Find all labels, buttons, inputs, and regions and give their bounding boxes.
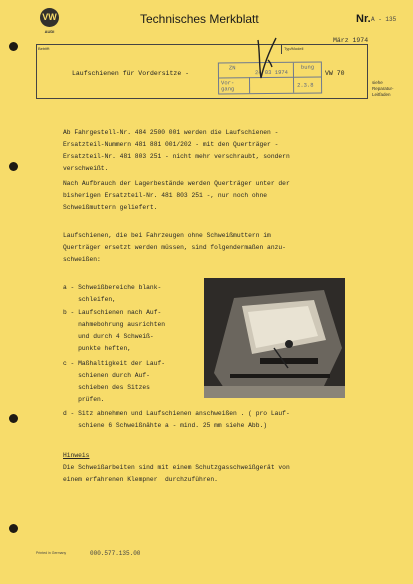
stamp-gang: gang: [221, 85, 235, 93]
binder-hole-lower: [9, 414, 18, 423]
betrifft-label: Betrifft: [38, 46, 50, 51]
paragraph-2: Nach Aufbrauch der Lagerbestände werden Querträger unter der bisherigen Ersatzteil-Nr. 481 803 251 -, nur noch ohne Schweißmuttern geliefert.: [63, 180, 290, 211]
printed-in-germany: Printed in Germany: [36, 551, 67, 555]
side-ref-line3: Leitfaden: [372, 92, 391, 97]
side-reference: [372, 80, 394, 98]
vw-logo: VW: [40, 8, 59, 27]
stamp-right: 2.3.8: [297, 81, 314, 89]
hinweis-text: Die Schweißarbeiten sind mit einem Schutzgasschweißgerät von einem erfahrenen Klempner durchzuführen.: [63, 464, 290, 483]
stamp-vor: Vor-: [221, 79, 235, 87]
binder-hole-top: [9, 42, 18, 51]
typ-modell-label: Typ/Modell: [284, 46, 304, 51]
document-number: A - 135: [371, 16, 397, 23]
binder-hole-upper: [9, 162, 18, 171]
side-ref-line2: Reparatur-: [372, 86, 394, 91]
footer-code: 000.577.135.00: [90, 550, 141, 557]
binder-hole-bottom: [9, 524, 18, 533]
handwritten-mark: [246, 34, 296, 84]
audi-logo-text: AUDI: [44, 29, 55, 34]
step-a: a - Schweißbereiche blank- schleifen,: [63, 284, 162, 303]
stamp-line1-right: bung: [300, 63, 315, 71]
paragraph-1: Ab Fahrgestell-Nr. 484 2500 001 werden die Laufschienen - Ersatzteil-Nummern 481 881 001/202 - mit den Querträger - Ersatzteil-Nr. 481 803 251 - nicht mehr verschraubt, sondern verschweißt.: [63, 129, 290, 172]
paragraph-3: Laufschienen, die bei Fahrzeugen ohne Schweißmuttern im Querträger ersetzt werden müssen, sind folgendermaßen anzu- schweißen:: [63, 232, 286, 263]
document-date: März 1974: [333, 37, 369, 44]
document-title: Technisches Merkblatt: [140, 12, 259, 26]
step-b: b - Laufschienen nach Auf- nahmebohrung ausrichten und durch 4 Schweiß- punkte heften,: [63, 309, 166, 352]
side-ref-line1: siehe: [372, 80, 383, 85]
stamp-date: 24 03 1974: [254, 68, 288, 77]
subject-text: Laufschienen für Vordersitze -: [72, 70, 190, 77]
weld-photo: [204, 278, 345, 398]
hinweis-title: Hinweis: [63, 452, 90, 459]
stamp-line1: ZN: [228, 64, 236, 72]
model-text: VW 70: [325, 70, 345, 77]
step-d: d - Sitz abnehmen und Laufschienen anschweißen . ( pro Lauf- schiene 6 Schweißnähte a - mind. 25 mm siehe Abb.): [63, 410, 290, 429]
step-c: c - Maßhaltigkeit der Lauf- schienen durch Auf- schieben des Sitzes prüfen.: [63, 360, 166, 403]
number-label: Nr.: [356, 13, 371, 25]
